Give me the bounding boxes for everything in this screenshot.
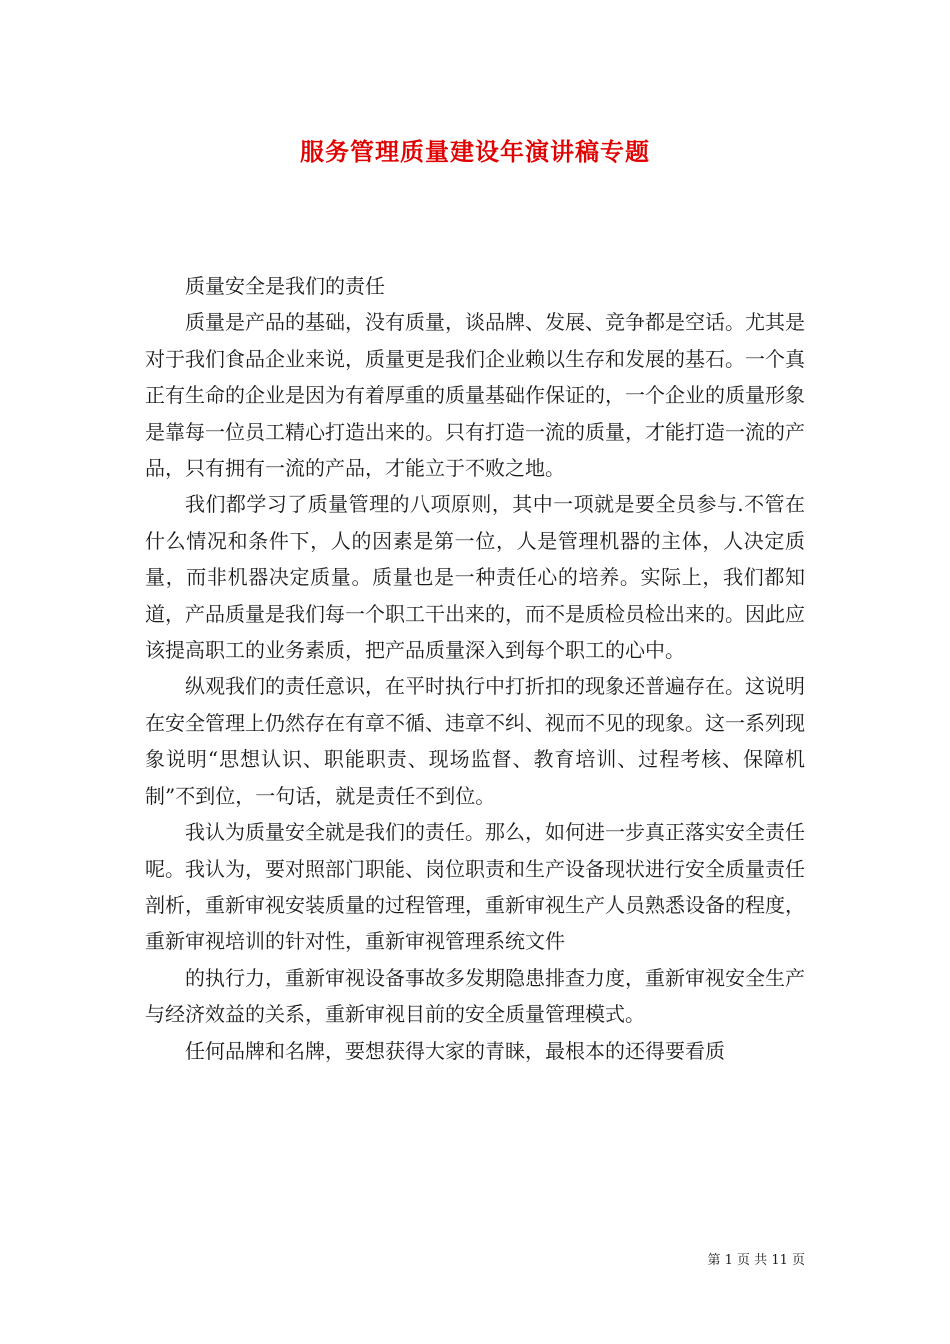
- paragraph: 的执行力，重新审视设备事故多发期隐患排查力度，重新审视安全生产与经济效益的关系，重新审视目前的安全质量管理模式。: [145, 965, 805, 1027]
- paragraph: 我认为质量安全就是我们的责任。那么，如何进一步真正落实安全责任呢。我认为，要对照部门职能、岗位职责和生产设备现状进行安全质量责任剖析，重新审视安装质量的过程管理，重新审视生产人员熟悉设备的程度，重新审视培训的针对性，重新审视管理系统文件: [145, 820, 805, 954]
- paragraph: 我们都学习了质量管理的八项原则，其中一项就是要全员参与.不管在什么情况和条件下，人的因素是第一位，人是管理机器的主体，人决定质量，而非机器决定质量。质量也是一种责任心的培养。实际上，我们都知道，产品质量是我们每一个职工干出来的，而不是质检员检出来的。因此应该提高职工的业务素质，把产品质量深入到每个职工的心中。: [145, 492, 805, 663]
- document-title: 服务管理质量建设年演讲稿专题: [300, 137, 650, 166]
- page-number: 第 1 页 共 11 页: [707, 1253, 805, 1268]
- paragraph: 任何品牌和名牌，要想获得大家的青睐，最根本的还得要看质: [185, 1038, 725, 1063]
- paragraph: 质量安全是我们的责任: [185, 274, 385, 298]
- paragraph: 纵观我们的责任意识，在平时执行中打折扣的现象还普遍存在。这说明在安全管理上仍然存在有章不循、违章不纠、视而不见的现象。这一系列现象说明“思想认识、职能职责、现场监督、教育培训、过程考核、保障机制”不到位，一句话，就是责任不到位。: [145, 674, 805, 808]
- document-body: [145, 268, 805, 1069]
- paragraph: 质量是产品的基础，没有质量，谈品牌、发展、竞争都是空话。尤其是对于我们食品企业来说，质量更是我们企业赖以生存和发展的基石。一个真正有生命的企业是因为有着厚重的质量基础作保证的，一个企业的质量形象是靠每一位员工精心打造出来的。只有打造一流的质量，才能打造一流的产品，只有拥有一流的产品，才能立于不败之地。: [145, 310, 805, 481]
